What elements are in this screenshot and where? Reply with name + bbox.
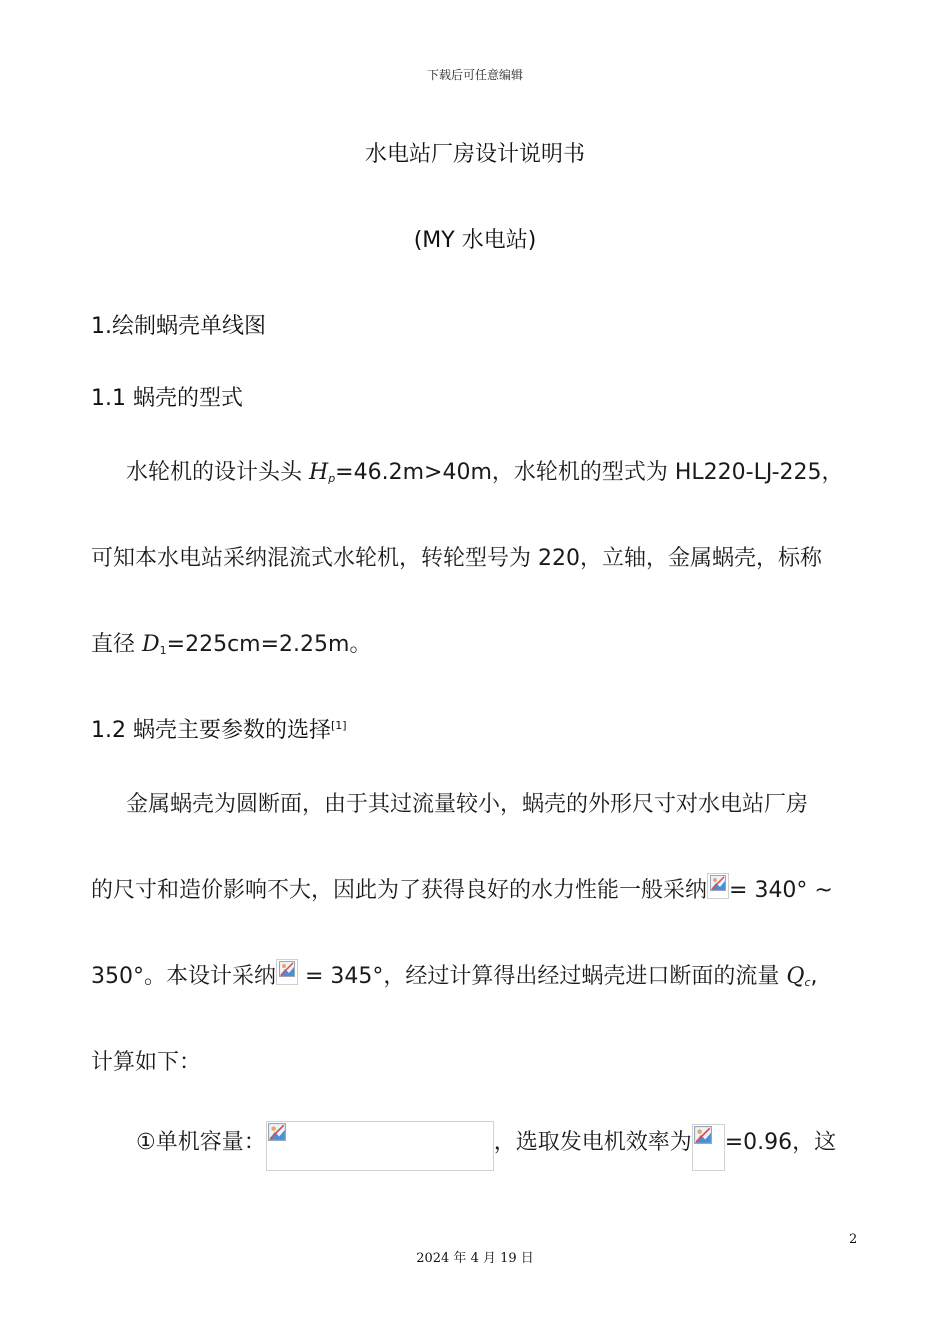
section-heading-1-1: 1.1 蜗壳的型式 bbox=[91, 386, 243, 411]
formula-image-placeholder bbox=[692, 1124, 725, 1171]
paragraph-1-2-line-2: 的尺寸和造价影响不大，因此为了获得良好的水力性能一般采纳 = 340° ~ bbox=[91, 873, 833, 904]
citation-ref[interactable]: [1] bbox=[330, 719, 347, 732]
paragraph-1-2-line-4: 计算如下： bbox=[91, 1050, 202, 1075]
section-heading-1: 1.绘制蜗壳单线图 bbox=[91, 314, 266, 339]
paragraph-1-1-line-1: 水轮机的设计头头 $H_p=46.2m>40m$，水轮机的型式为 HL220-LJ-225， bbox=[126, 460, 844, 485]
paragraph-1-1-line-3: 直径 $D_1=225cm=2.25m$。 bbox=[91, 632, 372, 657]
page-number: 2 bbox=[849, 1232, 858, 1247]
formula-image-placeholder bbox=[266, 1121, 494, 1171]
paragraph-1-1-line-2: 可知本水电站采纳混流式水轮机，转轮型号为 220，立轴，金属蜗壳，标称 bbox=[91, 546, 822, 571]
broken-image-icon bbox=[276, 959, 298, 985]
page-header: 下载后可任意编辑 bbox=[426, 68, 523, 82]
paragraph-1-2-line-1: 金属蜗壳为圆断面，由于其过流量较小，蜗壳的外形尺寸对水电站厂房 bbox=[126, 792, 809, 817]
broken-image-icon bbox=[707, 873, 729, 899]
paragraph-1-2-line-5: ①单机容量： ，选取发电机效率为 =0.96，这 bbox=[136, 1121, 836, 1171]
section-heading-1-2: 1.2 蜗壳主要参数的选择[1] bbox=[91, 718, 347, 743]
paragraph-1-2-line-3: 350°。本设计采纳 = 345°，经过计算得出经过蜗壳进口断面的流量 $Q_c$, bbox=[91, 959, 818, 990]
document-title: 水电站厂房设计说明书 bbox=[364, 142, 585, 167]
document-subtitle: (MY 水电站) bbox=[413, 228, 537, 253]
page-footer-date: 2024 年 4 月 19 日 bbox=[416, 1251, 534, 1266]
